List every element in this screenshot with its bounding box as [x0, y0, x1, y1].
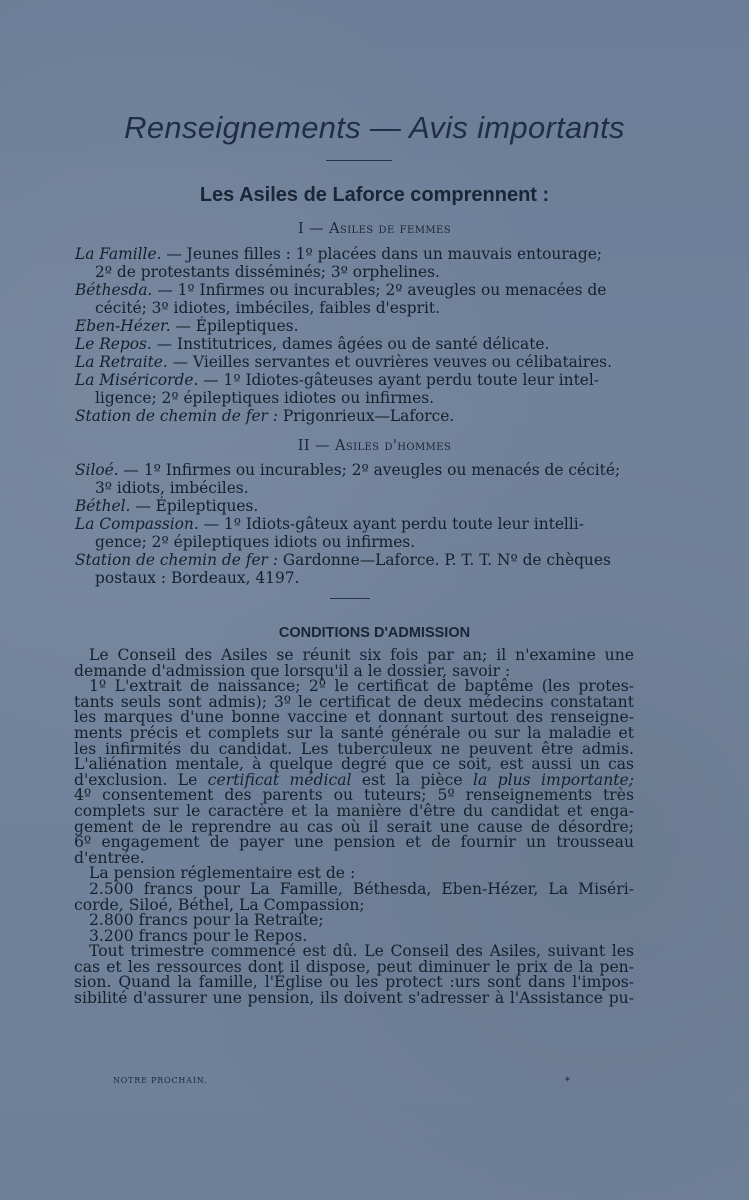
asile-description: — Épileptiques. — [130, 497, 259, 515]
list-item — [75, 299, 645, 317]
emphasis-text: la plus importante; — [472, 770, 634, 789]
text-line: sion. Quand la famille, l'Église ou les protect :urs sont dans l'impos- — [74, 973, 634, 992]
section-divider — [330, 598, 370, 599]
list-item — [75, 281, 645, 299]
text-segment: est la pièce — [351, 770, 473, 789]
asile-description: — 1º Idiotes-gâteuses ayant perdu toute leur intel- — [198, 371, 599, 389]
text-line: L'aliénation mentale, à quelque degré que ce soit, est aussi un cas — [74, 755, 634, 774]
list-item — [75, 479, 645, 497]
text-line: les marques d'une bonne vaccine et donnant surtout des renseigne- — [74, 708, 634, 727]
asile-name: Béthel. — [75, 497, 131, 515]
section-women-list — [75, 245, 645, 425]
asile-name: Station de chemin de fer : — [75, 407, 278, 425]
text-line: sibilité d'assurer une pension, ils doivent s'adresser à l'Assistance pu- — [74, 989, 634, 1008]
text-line: gement de le reprendre au cas où il serait une cause de désordre; — [74, 817, 634, 836]
asile-description: 2º de protestants disséminés; 3º orphelines. — [95, 263, 440, 281]
asile-name: Station de chemin de fer : — [75, 551, 278, 569]
section-label: Asiles de femmes — [329, 221, 451, 237]
text-line: Le Conseil des Asiles se réunit six fois par an; il n'examine une — [89, 646, 634, 664]
list-item — [75, 317, 645, 335]
asile-name: La Compassion. — [75, 515, 199, 533]
text-line: complets sur le caractère et la manière d'être du candidat et enga- — [74, 801, 634, 820]
emphasis-text: certificat médical — [207, 770, 352, 789]
text-line: 4º consentement des parents ou tuteurs; 5º renseignements très — [74, 786, 634, 805]
list-item — [75, 569, 645, 587]
asile-name: Eben-Hézer. — [75, 317, 171, 335]
text-line: d'entrée. — [74, 848, 145, 867]
text-line: 6º engagement de payer une pension et de fournir un trousseau — [74, 833, 634, 852]
asile-description: — Jeunes filles : 1º placées dans un mauvais entourage; — [161, 245, 603, 263]
asile-description: — Épileptiques. — [170, 317, 299, 335]
conditions-heading: CONDITIONS D'ADMISSION — [278, 625, 471, 641]
text-line: La pension réglementaire est de : — [89, 864, 356, 883]
text-line: les infirmités du candidat. Les tuberculeux ne peuvent être admis. — [74, 739, 634, 758]
asile-description: — 1º Idiots-gâteux ayant perdu toute leur intelli- — [198, 515, 584, 533]
asile-description: postaux : Bordeaux, 4197. — [95, 569, 300, 587]
asile-name: Béthesda. — [75, 281, 153, 299]
asile-name: La Famille. — [75, 245, 162, 263]
text-line: 3.200 francs pour le Repos. — [89, 926, 308, 945]
asile-name: Siloé. — [75, 461, 119, 479]
list-item — [75, 263, 645, 281]
section-men-list — [75, 461, 645, 587]
asile-description: gence; 2º épileptiques idiots ou infirmes. — [95, 533, 416, 551]
text-line: 2.500 francs pour La Famille, Béthesda, Eben-Hézer, La Miséri- — [89, 879, 634, 898]
list-item — [75, 551, 645, 569]
footer-mark: * — [565, 1076, 570, 1087]
asile-description: Gardonne—Laforce. P. T. T. Nº de chèques — [278, 551, 611, 569]
list-item — [75, 407, 645, 425]
list-item — [75, 389, 645, 407]
conditions-text — [74, 648, 634, 1007]
list-item — [75, 515, 645, 533]
text-line: 2.800 francs pour la Retraite; — [89, 911, 324, 930]
list-item — [75, 245, 645, 263]
section-label: Asiles d'hommes — [334, 438, 452, 454]
section-number: I — — [298, 221, 330, 237]
section-heading-women — [0, 221, 749, 237]
text-segment: d'exclusion. Le — [74, 770, 208, 789]
asile-description: ligence; 2º épileptiques idiotes ou infirmes. — [95, 389, 435, 407]
title-rule — [326, 160, 392, 161]
asile-description: cécité; 3º idiotes, imbéciles, faibles d'esprit. — [95, 299, 440, 317]
list-item — [75, 497, 645, 515]
footer-note: NOTRE PROCHAIN. — [113, 1076, 208, 1085]
text-line: demande d'admission que lorsqu'il a le dossier, savoir : — [74, 661, 511, 680]
page-title: Renseignements — Avis importants — [124, 110, 625, 145]
text-line: Tout trimestre commencé est dû. Le Conseil des Asiles, suivant les — [89, 942, 634, 961]
asile-description: — Institutrices, dames âgées ou de santé délicate. — [151, 335, 550, 353]
list-item — [75, 461, 645, 479]
list-item — [75, 353, 645, 371]
section-heading-men — [0, 438, 749, 454]
asile-description: — 1º Infirmes ou incurables; 2º aveugles ou menacés de cécité; — [118, 461, 621, 479]
text-line: ments précis et complets sur la santé générale ou sur la maladie et — [74, 723, 634, 742]
asile-name: La Miséricorde. — [75, 371, 199, 389]
asile-description: — 1º Infirmes ou incurables; 2º aveugles ou menacées de — [152, 281, 607, 299]
asile-description: 3º idiots, imbéciles. — [95, 479, 249, 497]
list-item — [75, 371, 645, 389]
page-subtitle: Les Asiles de Laforce comprennent : — [199, 184, 550, 206]
text-line: corde, Siloé, Béthel, La Compassion; — [74, 895, 365, 914]
list-item — [75, 533, 645, 551]
asile-description: Prigonrieux—Laforce. — [278, 407, 455, 425]
asile-name: La Retraite. — [75, 353, 168, 371]
section-number: II — — [297, 438, 335, 454]
text-line: cas et les ressources dont il dispose, peut diminuer le prix de la pen- — [74, 957, 634, 976]
list-item — [75, 335, 645, 353]
asile-name: Le Repos. — [75, 335, 152, 353]
text-line: tants seuls sont admis); 3º le certificat de deux médecins constatant — [74, 692, 634, 711]
asile-description: — Vieilles servantes et ouvrières veuves ou célibataires. — [167, 353, 612, 371]
text-line: 1º L'extrait de naissance; 2º le certificat de baptême (les protes- — [89, 677, 634, 696]
